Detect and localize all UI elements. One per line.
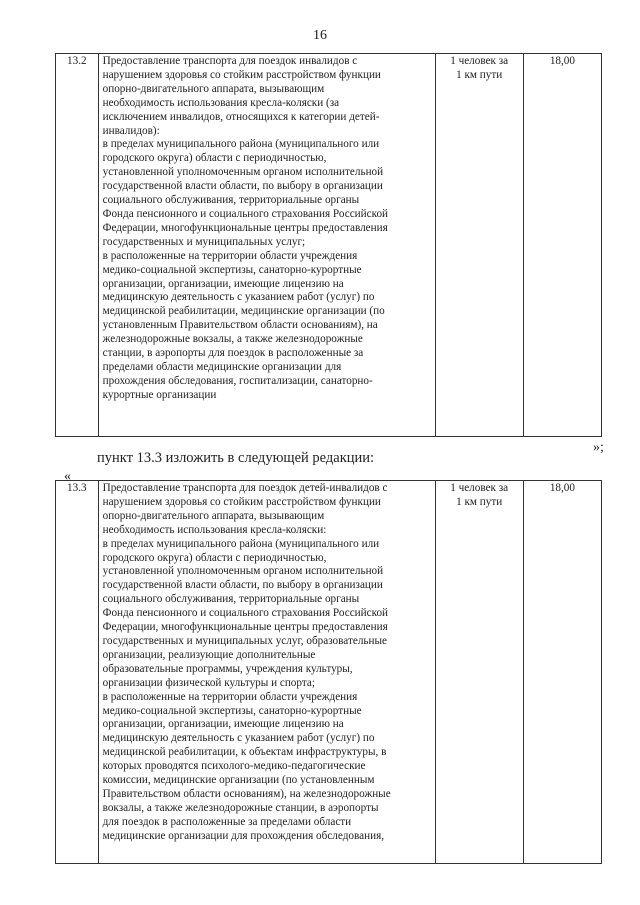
description-line: необходимость использования кресла-коляски (за <box>102 96 340 109</box>
description-line: организации, организации, имеющие лицензию на <box>102 277 344 290</box>
description-line: Федерации, многофункциональные центры предоставления <box>102 621 388 634</box>
description-line: нарушением здоровья со стойким расстройством функции <box>102 68 381 81</box>
description-line: исключением инвалидов, относящихся к категории детей- <box>102 110 380 123</box>
description-line: государственных и муниципальных услуг; <box>102 235 306 248</box>
closing-quote: »; <box>593 440 604 455</box>
amendment-instruction: пункт 13.3 изложить в следующей редакции: <box>97 450 375 466</box>
description-text <box>103 482 431 844</box>
description-line: прохождения обследования, госпитализации, санаторно- <box>102 374 373 387</box>
description-line: станции, в аэропорты для поездок в расположенные за <box>102 347 364 360</box>
description-line: установленным Правительством области основаниям), на <box>102 319 378 332</box>
description-line: инвалидов): <box>102 124 160 137</box>
unit-line: 1 км пути <box>456 495 503 508</box>
tariff-table-13-3 <box>55 480 602 864</box>
description-line: которых проводятся психолого-медико-педагогические <box>102 760 366 773</box>
description-line: Предоставление транспорта для поездок детей-инвалидов с <box>102 482 388 494</box>
description-line: опорно-двигательного аппарата, вызывающим <box>102 82 325 95</box>
description-text <box>103 55 431 403</box>
description-line: установленной уполномоченным органом исполнительной <box>102 565 384 578</box>
description-line: государственной власти области, по выбору в организации <box>102 579 383 592</box>
description-line: нарушением здоровья со стойким расстройством функции <box>102 495 381 508</box>
service-description <box>98 481 435 864</box>
table-row <box>56 481 602 864</box>
unit-line: 1 человек за <box>450 482 509 494</box>
description-line: социального обслуживания, территориальные органы <box>102 593 360 606</box>
tariff-value: 18,00 <box>523 481 601 864</box>
unit-of-measure <box>435 54 523 437</box>
description-line: медицинские организации для прохождения обследования, <box>102 829 385 842</box>
unit-line: 1 человек за <box>450 55 509 67</box>
description-line: медицинскую деятельность с указанием работ (услуг) по <box>102 732 375 745</box>
description-line: медико-социальной экспертизы, санаторно-курортные <box>102 263 362 276</box>
table-row <box>56 54 602 437</box>
description-line: пределами области медицинские организации для <box>102 360 342 373</box>
description-line: медицинской реабилитации, медицинские организации (по <box>102 305 385 318</box>
unit-line: 1 км пути <box>456 68 503 81</box>
description-line: организации физической культуры и спорта; <box>102 676 315 689</box>
description-line: в пределах муниципального района (муниципального или <box>102 138 380 151</box>
description-line: медико-социальной экспертизы, санаторно-курортные <box>102 704 362 717</box>
description-line: городского округа) области с периодичностью, <box>102 551 327 564</box>
description-line: установленной уполномоченным органом исполнительной <box>102 166 384 179</box>
description-line: опорно-двигательного аппарата, вызывающим <box>102 509 325 522</box>
description-line: в пределах муниципального района (муниципального или <box>102 537 380 550</box>
unit-of-measure <box>435 481 523 864</box>
description-line: государственной власти области, по выбору в организации <box>102 180 383 193</box>
description-line: медицинскую деятельность с указанием работ (услуг) по <box>102 291 375 304</box>
description-line: вокзалы, а также железнодорожные станции, в аэропорты <box>102 801 379 814</box>
description-line: в расположенные на территории области учреждения <box>102 690 358 703</box>
description-line: Фонда пенсионного и социального страхования Российской <box>102 207 389 220</box>
description-line: курортные организации <box>102 388 217 401</box>
description-line: необходимость использования кресла-коляски: <box>102 523 327 536</box>
description-line: комиссии, медицинские организации (по установленным <box>102 774 375 787</box>
tariff-table-13-2 <box>55 53 602 437</box>
page-number: 16 <box>313 28 327 43</box>
row-number: 13.2 <box>56 54 99 437</box>
row-number: 13.3 <box>56 481 99 864</box>
description-line: Федерации, многофункциональные центры предоставления <box>102 221 388 234</box>
description-line: для поездок в расположенные за пределами области <box>102 815 352 828</box>
description-line: железнодорожные вокзалы, а также железнодорожные <box>102 333 363 346</box>
description-line: медицинской реабилитации, к объектам инфраструктуры, в <box>102 746 387 759</box>
tariff-value: 18,00 <box>523 54 601 437</box>
service-description <box>98 54 435 437</box>
description-line: Предоставление транспорта для поездок инвалидов с <box>102 55 358 67</box>
description-line: организации, реализующие дополнительные <box>102 648 316 661</box>
description-line: в расположенные на территории области учреждения <box>102 249 358 262</box>
description-line: государственных и муниципальных услуг, образовательные <box>102 634 387 647</box>
description-line: Фонда пенсионного и социального страхования Российской <box>102 607 389 620</box>
description-line: организации, организации, имеющие лицензию на <box>102 718 344 731</box>
description-line: образовательные программы, учреждения культуры, <box>102 662 353 675</box>
description-line: социального обслуживания, территориальные органы <box>102 194 360 207</box>
description-line: Правительством области основаниям), на железнодорожные <box>102 787 391 800</box>
opening-quote: « <box>64 469 71 484</box>
description-line: городского округа) области с периодичностью, <box>102 152 327 165</box>
